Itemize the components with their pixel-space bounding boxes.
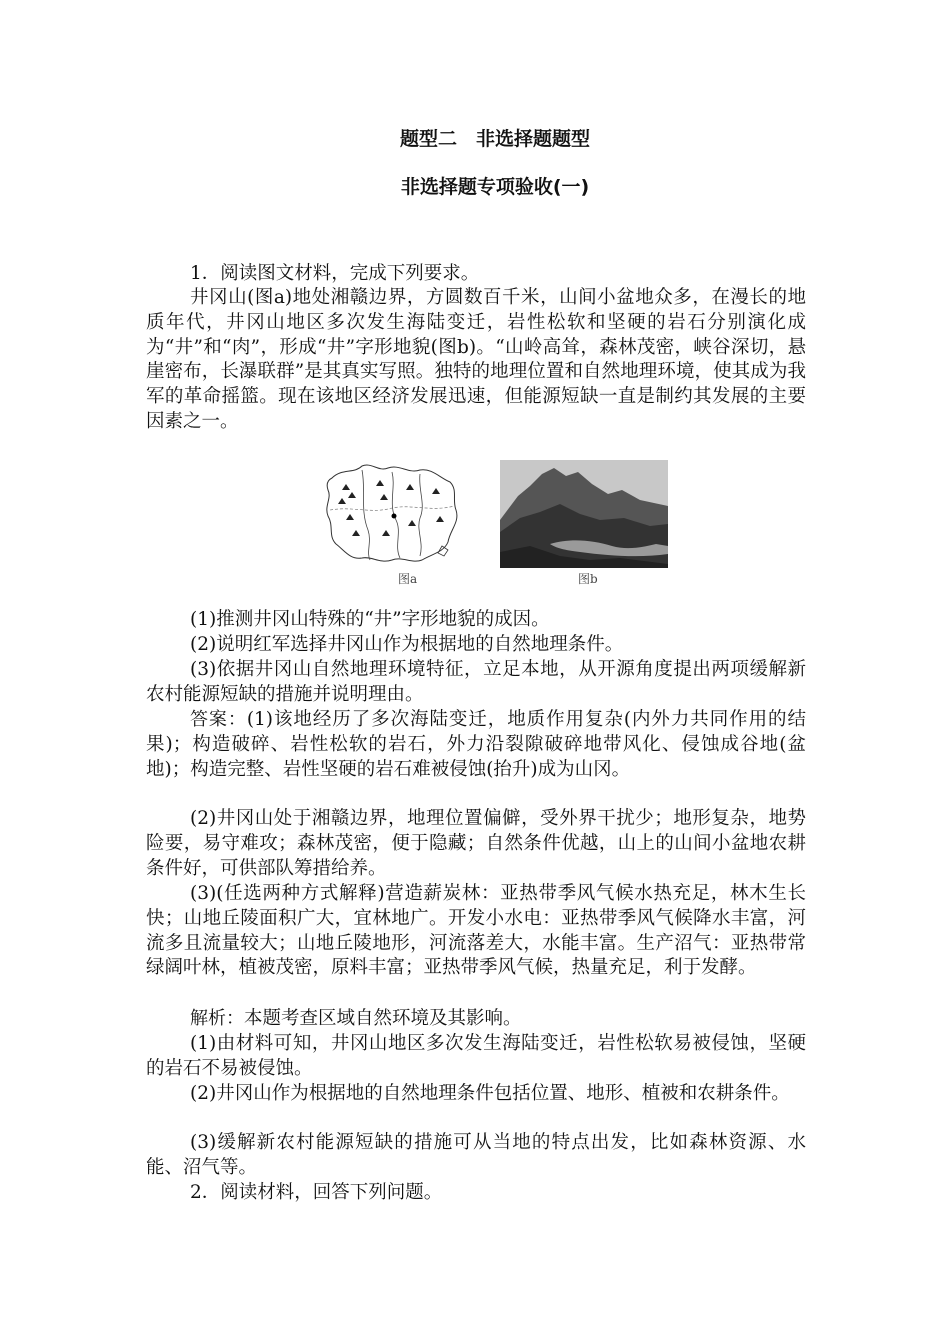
map-figure-a	[322, 460, 462, 572]
answer-2: (2)井冈山处于湘赣边界，地理位置偏僻，受外界干扰少；地形复杂，地势险要，易守难攻；森林茂密，便于隐藏；自然条件优越，山上的山间小盆地农耕条件好，可供部队筹措给养。	[146, 808, 806, 879]
analysis-2: (2)井冈山作为根据地的自然地理条件包括位置、地形、植被和农耕条件。	[190, 1083, 790, 1104]
mountain-photo-icon	[500, 460, 668, 568]
answer-label: 答案：	[190, 709, 247, 730]
answer-1	[146, 708, 806, 782]
analysis-label: 解析：	[190, 1008, 244, 1029]
answer-3: (3)(任选两种方式解释)营造薪炭林：亚热带季风气候水热充足，林木生长快；山地丘陵面积广大，宜林地广。开发小水电：亚热带季风气候降水丰富，河流多且流量较大；山地丘陵地形，河流落差大，水能丰富。生产沼气：亚热带常绿阔叶林，植被茂密，原料丰富；亚热带季风气候，热量充足，利于发酵。	[146, 883, 806, 979]
section-title: 题型二 非选择题题型	[399, 128, 590, 150]
sub-question-3: (3)依据井冈山自然地理环境特征，立足本地，从开源角度提出两项缓解新农村能源短缺的措施并说明理由。	[146, 659, 806, 705]
figure-a-caption: 图a	[398, 572, 418, 586]
analysis-3: (3)缓解新农村能源短缺的措施可从当地的特点出发，比如森林资源、水能、沼气等。	[146, 1132, 806, 1178]
analysis-1: (1)由材料可知，井冈山地区多次发生海陆变迁，岩性松软易被侵蚀，坚硬的岩石不易被侵蚀。	[146, 1033, 806, 1079]
analysis-intro	[146, 1007, 806, 1032]
sub-question-1: (1)推测井冈山特殊的“井”字形地貌的成因。	[190, 609, 550, 630]
analysis-intro-text: 本题考查区域自然环境及其影响。	[244, 1008, 522, 1029]
landform-photo-b	[500, 460, 668, 572]
question-2-stem: 2．阅读材料，回答下列问题。	[190, 1182, 443, 1203]
question-1-stem: 1．阅读图文材料，完成下列要求。	[190, 263, 480, 284]
figure-b-caption: 图b	[578, 572, 598, 586]
answer-1-text: (1)该地经历了多次海陆变迁，地质作用复杂(内外力共同作用的结果)；构造破碎、岩性松软的岩石，外力沿裂隙破碎地带风化、侵蚀成谷地(盆地)；构造完整、岩性坚硬的岩石难被侵蚀(抬升)成为山冈。	[146, 709, 806, 780]
question-1-material: 井冈山(图a)地处湘赣边界，方圆数百千米，山间小盆地众多，在漫长的地质年代，井冈山地区多次发生海陆变迁，岩性松软和坚硬的岩石分别演化成为“井”和“肉”，形成“井”字形地貌(图b)。“山岭高耸，森林茂密，峡谷深切，悬崖密布，长瀑联群”是其真实写照。独特的地理位置和自然地理环境，使其成为我军的革命摇篮。现在该地区经济发展迅速，但能源短缺一直是制约其发展的主要因素之一。	[146, 287, 806, 432]
page-subtitle: 非选择题专项验收(一)	[400, 176, 590, 198]
figure-group	[320, 460, 680, 588]
jinggangshan-map-icon	[322, 460, 462, 568]
sub-question-2: (2)说明红军选择井冈山作为根据地的自然地理条件。	[190, 634, 624, 655]
